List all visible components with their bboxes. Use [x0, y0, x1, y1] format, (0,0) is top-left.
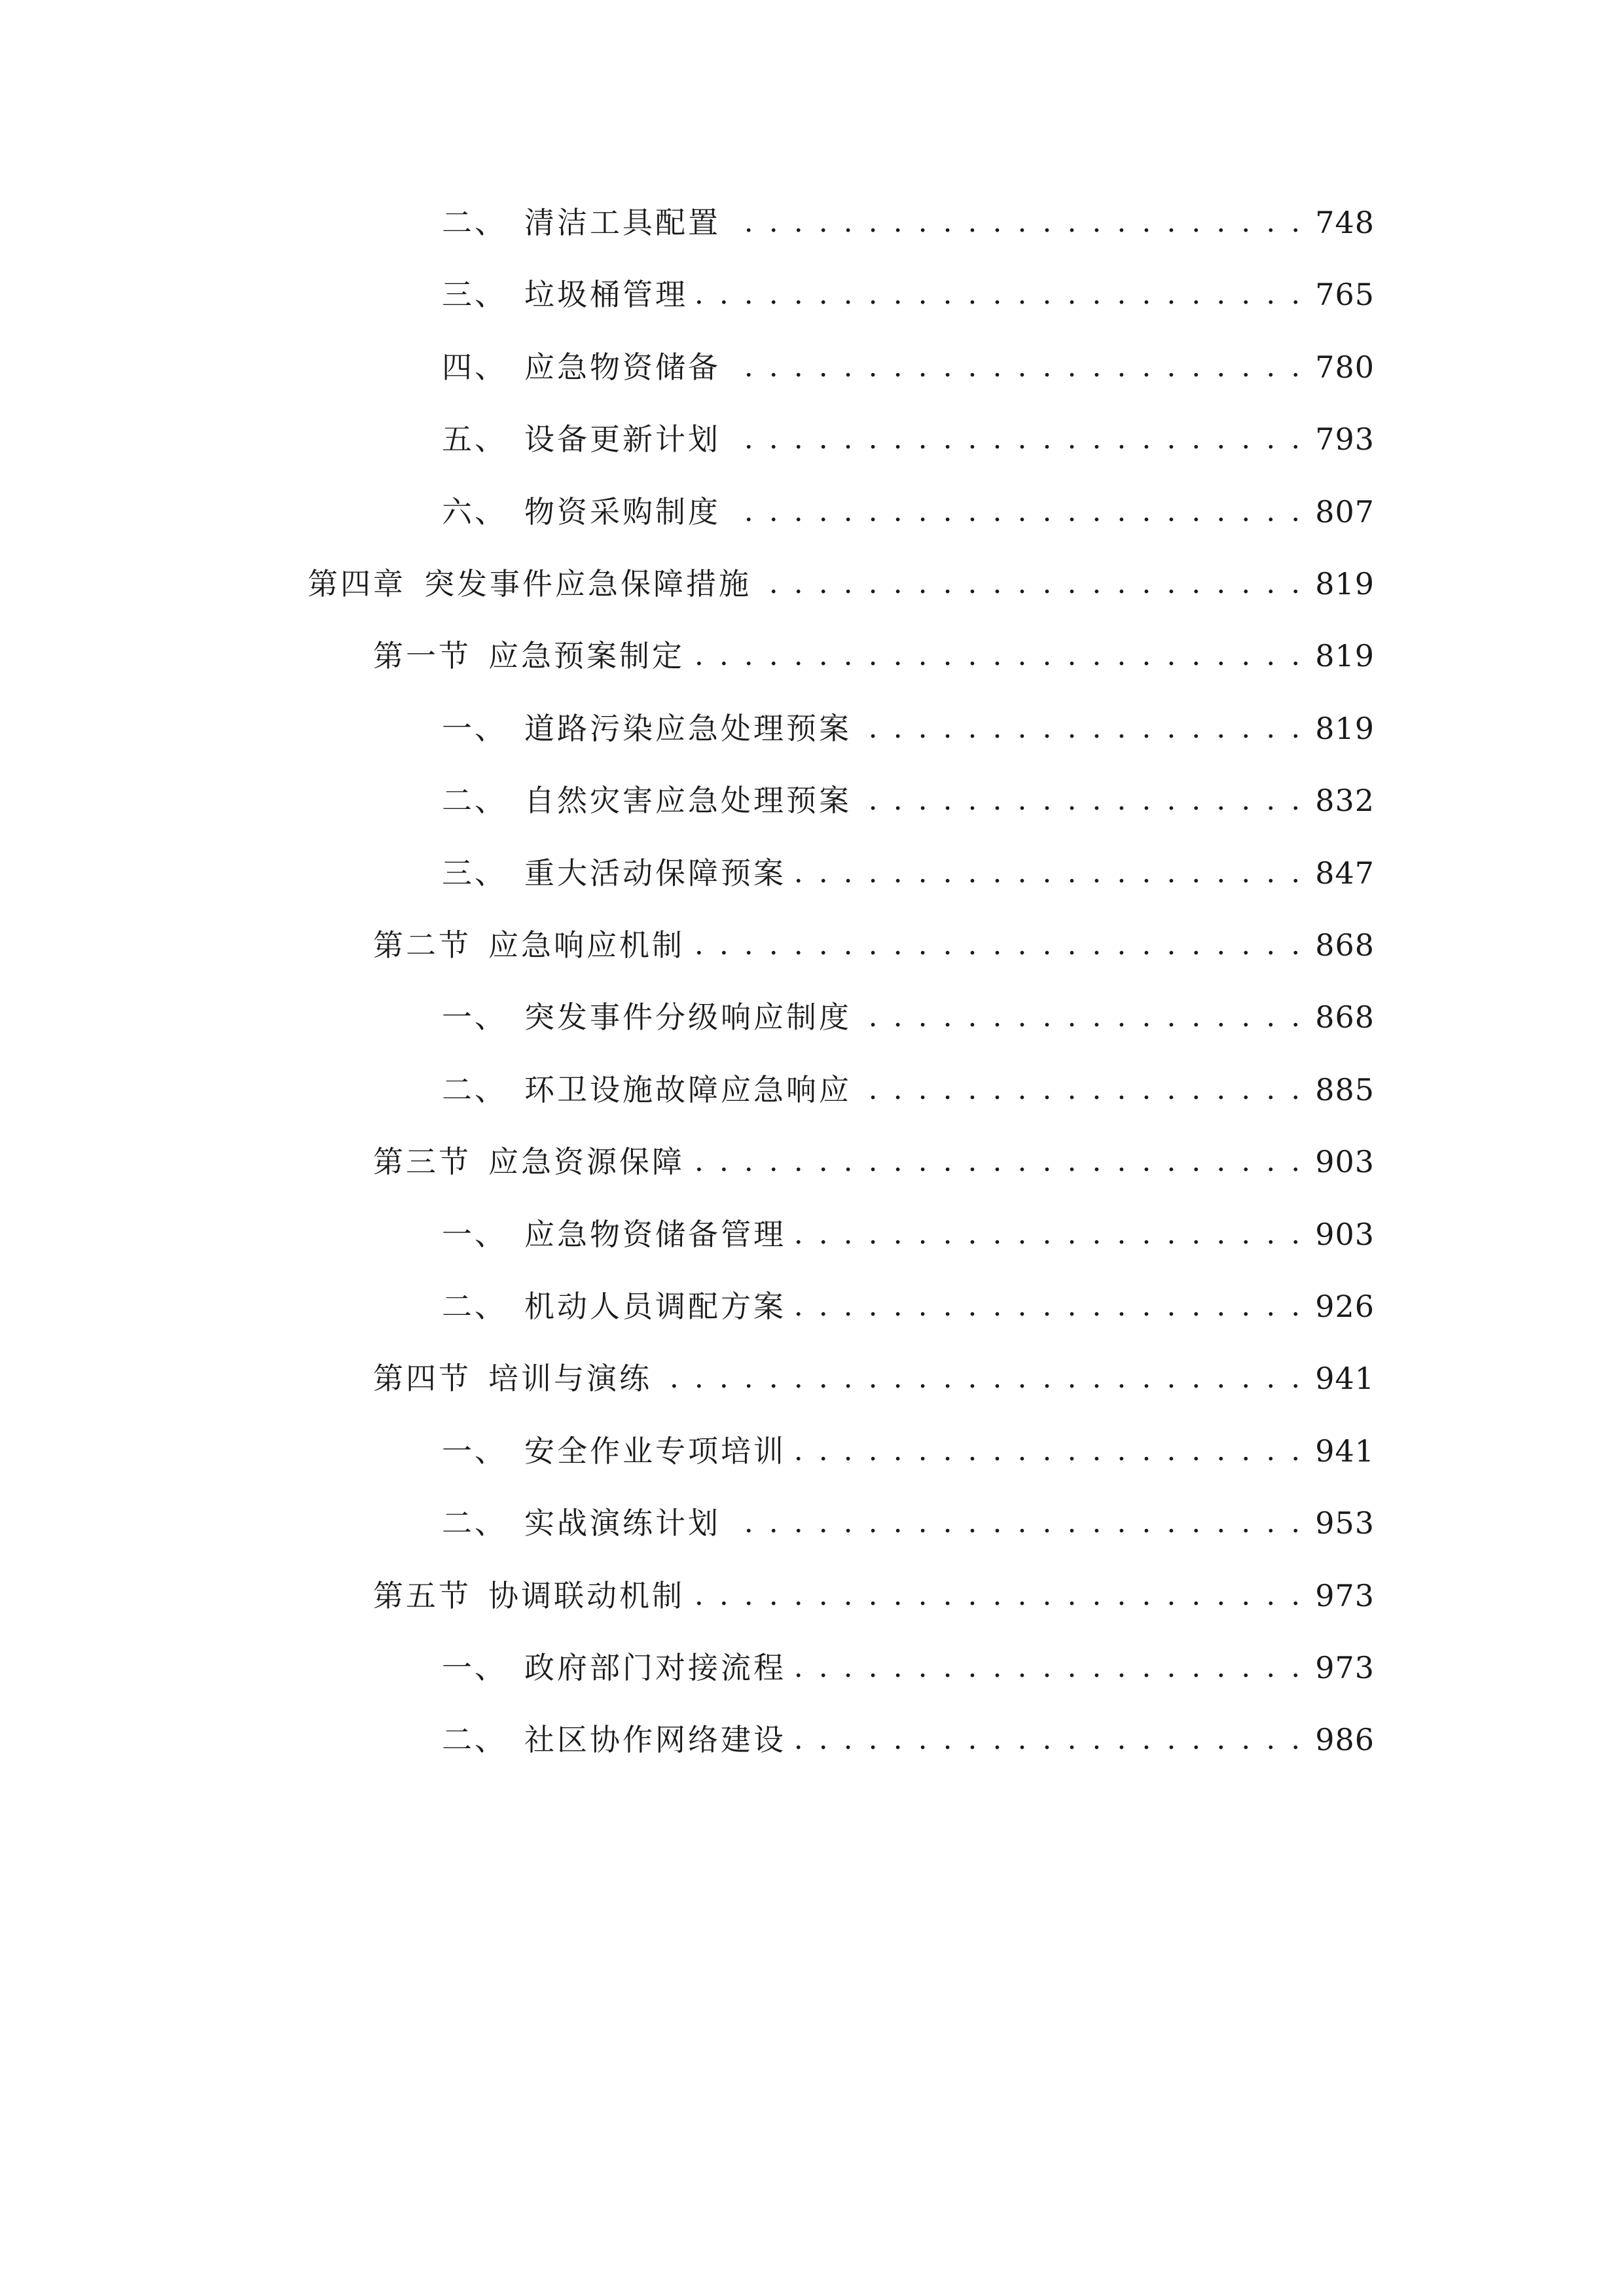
toc-dot-leader — [795, 1641, 1303, 1694]
toc-entry-title: 重大活动保障预案 — [524, 855, 786, 891]
toc-dot-leader — [861, 774, 1303, 827]
toc-page-number: 819 — [1315, 638, 1375, 674]
toc-entry-title: 突发事件分级响应制度 — [524, 999, 852, 1035]
toc-dot-leader — [730, 1497, 1303, 1549]
toc-entry-number: 第五节 — [373, 1577, 471, 1613]
toc-page-number: 973 — [1315, 1577, 1375, 1613]
toc-entry-title: 应急物资储备管理 — [524, 1216, 786, 1252]
toc-entry-item[interactable] — [442, 1064, 1375, 1116]
toc-page-number: 807 — [1315, 493, 1375, 529]
toc-page-number: 903 — [1315, 1216, 1375, 1252]
toc-entry-number: 一、 — [442, 1433, 507, 1469]
toc-entry-section[interactable] — [373, 919, 1375, 971]
toc-dot-leader — [861, 991, 1303, 1043]
toc-entry-number: 一、 — [442, 710, 507, 746]
toc-entry-item[interactable] — [442, 1713, 1375, 1766]
toc-entry-number: 二、 — [442, 783, 507, 819]
toc-entry-title: 清洁工具配置 — [524, 205, 721, 240]
toc-row — [0, 1352, 1624, 1405]
toc-row — [0, 1497, 1624, 1549]
toc-row — [0, 558, 1624, 610]
toc-entry-title: 机动人员调配方案 — [524, 1289, 786, 1324]
toc-row — [0, 341, 1624, 393]
toc-entry-number: 第四节 — [373, 1361, 471, 1397]
toc-entry-title: 社区协作网络建设 — [524, 1722, 786, 1758]
toc-entry-number: 二、 — [442, 1071, 507, 1107]
toc-entry-item[interactable] — [442, 1641, 1375, 1694]
toc-entry-title: 物资采购制度 — [524, 493, 721, 529]
toc-dot-leader — [795, 1208, 1303, 1261]
toc-entry-title: 突发事件应急保障措施 — [424, 566, 751, 601]
toc-entry-number: 三、 — [442, 855, 507, 891]
toc-row — [0, 847, 1624, 899]
toc-row — [0, 630, 1624, 682]
toc-row — [0, 196, 1624, 249]
toc-entry-number: 第四章 — [308, 566, 406, 601]
toc-dot-leader — [730, 341, 1303, 393]
toc-entry-title: 应急资源保障 — [488, 1144, 685, 1180]
toc-entry-number: 四、 — [442, 349, 507, 385]
toc-row — [0, 1208, 1624, 1261]
toc-entry-item[interactable] — [442, 702, 1375, 755]
toc-entry-item[interactable] — [442, 774, 1375, 827]
toc-entry-item[interactable] — [442, 486, 1375, 538]
toc-page-number: 903 — [1315, 1144, 1375, 1180]
toc-entry-number: 二、 — [442, 205, 507, 240]
toc-page-number: 941 — [1315, 1433, 1375, 1469]
toc-dot-leader — [795, 1280, 1303, 1333]
toc-entry-section[interactable] — [373, 1136, 1375, 1188]
toc-dot-leader — [694, 630, 1303, 682]
toc-page-number: 926 — [1315, 1289, 1375, 1324]
toc-entry-number: 第二节 — [373, 927, 471, 963]
toc-page-number: 973 — [1315, 1650, 1375, 1685]
toc-entry-title: 实战演练计划 — [524, 1505, 721, 1541]
toc-entry-title: 应急响应机制 — [488, 927, 685, 963]
toc-entry-item[interactable] — [442, 847, 1375, 899]
toc-entry-title: 安全作业专项培训 — [524, 1433, 786, 1469]
toc-row — [0, 702, 1624, 755]
toc-entry-number: 二、 — [442, 1722, 507, 1758]
toc-entry-item[interactable] — [442, 1208, 1375, 1261]
toc-dot-leader — [761, 558, 1303, 610]
toc-entry-section[interactable] — [373, 1352, 1375, 1405]
toc-dot-leader — [694, 1570, 1303, 1622]
toc-page-number: 748 — [1315, 205, 1375, 240]
toc-entry-section[interactable] — [373, 1570, 1375, 1622]
toc-row — [0, 1570, 1624, 1622]
toc-entry-title: 应急预案制定 — [488, 638, 685, 674]
toc-page-number: 819 — [1315, 710, 1375, 746]
toc-entry-number: 二、 — [442, 1289, 507, 1324]
toc-page-number: 847 — [1315, 855, 1375, 891]
toc-entry-title: 道路污染应急处理预案 — [524, 710, 852, 746]
toc-dot-leader — [795, 847, 1303, 899]
toc-dot-leader — [861, 1064, 1303, 1116]
toc-entry-title: 自然灾害应急处理预案 — [524, 783, 852, 819]
toc-page-number: 793 — [1315, 422, 1375, 457]
toc-entry-number: 一、 — [442, 999, 507, 1035]
toc-entry-item[interactable] — [442, 1425, 1375, 1477]
toc-entry-item[interactable] — [442, 1497, 1375, 1549]
toc-entry-item[interactable] — [442, 268, 1375, 321]
toc-page-number: 953 — [1315, 1505, 1375, 1541]
toc-entry-title: 政府部门对接流程 — [524, 1650, 786, 1685]
toc-entry-number: 六、 — [442, 493, 507, 529]
toc-page-number: 765 — [1315, 277, 1375, 313]
toc-entry-number: 一、 — [442, 1650, 507, 1685]
toc-dot-leader — [730, 413, 1303, 465]
toc-entry-title: 设备更新计划 — [524, 422, 721, 457]
toc-entry-title: 应急物资储备 — [524, 349, 721, 385]
toc-entry-number: 五、 — [442, 422, 507, 457]
toc-entry-item[interactable] — [442, 341, 1375, 393]
toc-entry-title: 协调联动机制 — [488, 1577, 685, 1613]
toc-dot-leader — [730, 486, 1303, 538]
toc-row — [0, 413, 1624, 465]
toc-dot-leader — [694, 919, 1303, 971]
toc-row — [0, 1136, 1624, 1188]
toc-page-number: 941 — [1315, 1361, 1375, 1397]
toc-entry-item[interactable] — [442, 991, 1375, 1043]
toc-page-number: 885 — [1315, 1071, 1375, 1107]
toc-row — [0, 1425, 1624, 1477]
toc-dot-leader — [795, 1713, 1303, 1766]
toc-page-number: 832 — [1315, 783, 1375, 819]
toc-row — [0, 991, 1624, 1043]
toc-dot-leader — [694, 1136, 1303, 1188]
toc-page-number: 819 — [1315, 566, 1375, 601]
toc-row — [0, 919, 1624, 971]
toc-entry-number: 第三节 — [373, 1144, 471, 1180]
toc-entry-chapter[interactable] — [308, 558, 1375, 610]
toc-page-number: 780 — [1315, 349, 1375, 385]
toc-entry-number: 第一节 — [373, 638, 471, 674]
toc-row — [0, 1641, 1624, 1694]
toc-entry-item[interactable] — [442, 1280, 1375, 1333]
toc-entry-item[interactable] — [442, 413, 1375, 465]
toc-entry-title: 垃圾桶管理 — [524, 277, 688, 313]
toc-dot-leader — [661, 1352, 1303, 1405]
toc-row — [0, 268, 1624, 321]
toc-page-number: 868 — [1315, 999, 1375, 1035]
toc-entry-number: 三、 — [442, 277, 507, 313]
toc-row — [0, 774, 1624, 827]
toc-entry-section[interactable] — [373, 630, 1375, 682]
toc-entry-title: 培训与演练 — [488, 1361, 652, 1397]
toc-entry-number: 一、 — [442, 1216, 507, 1252]
toc-row — [0, 1064, 1624, 1116]
toc-dot-leader — [861, 702, 1303, 755]
toc-dot-leader — [730, 196, 1303, 249]
toc-row — [0, 486, 1624, 538]
toc-page-number: 986 — [1315, 1722, 1375, 1758]
toc-row — [0, 1713, 1624, 1766]
toc-entry-item[interactable] — [442, 196, 1375, 249]
toc-dot-leader — [697, 268, 1303, 321]
toc-dot-leader — [795, 1425, 1303, 1477]
toc-page-number: 868 — [1315, 927, 1375, 963]
toc-row — [0, 1280, 1624, 1333]
toc-entry-number: 二、 — [442, 1505, 507, 1541]
toc-entry-title: 环卫设施故障应急响应 — [524, 1071, 852, 1107]
